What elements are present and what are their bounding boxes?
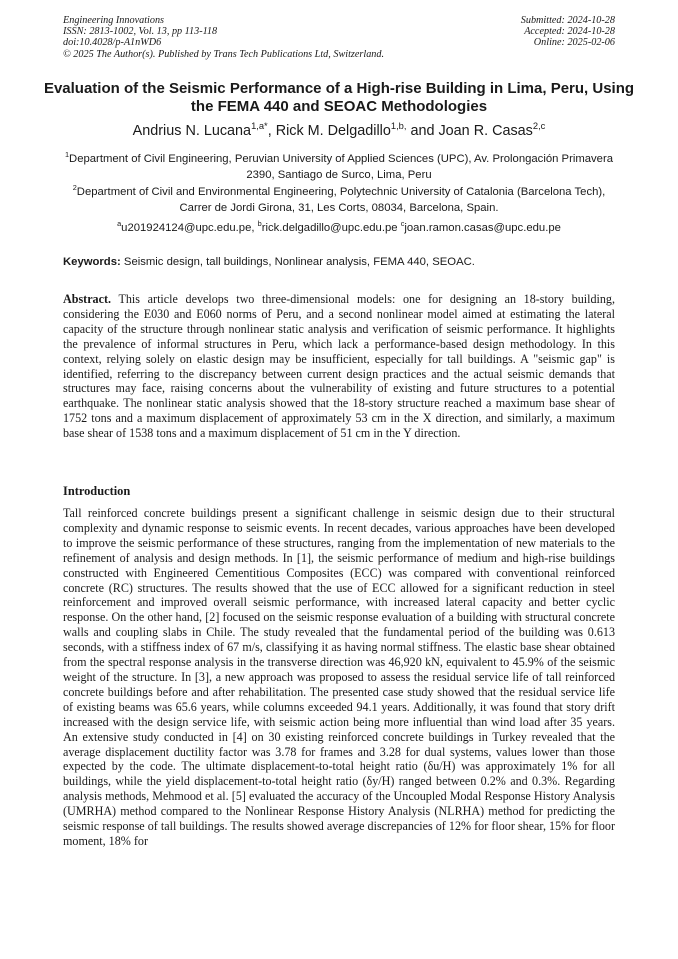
email-address[interactable]: u201924124@upc.edu.pe,	[121, 222, 258, 234]
author-separator: and	[406, 123, 439, 139]
journal-doi[interactable]: doi:10.4028/p-A1nWD6	[63, 37, 162, 49]
email-address[interactable]: joan.ramon.casas@upc.edu.pe	[404, 222, 561, 234]
affiliation-1	[63, 152, 615, 183]
journal-issn: ISSN: 2813-1002, Vol. 13, pp 113-118	[63, 26, 218, 38]
introduction-paragraph: Tall reinforced concrete buildings present a significant challenge in seismic design due to their structural complexity and dynamic response to seismic events. In recent decades, various approaches have been developed to improve the seismic performance of these structures, ranging from the implementation of new materials to the refinement of analysis and design methods. In [1], the seismic performance of medium and high-rise buildings constructed with Engineered Cementitious Composites (ECC) was compared with conventional reinforced concrete (RC) structures. The results showed that the use of ECC allowed for a significant reduction in steel reinforcement and improved overall seismic performance, with increased lateral capacity and better cyclic response. On the other hand, [2] focused on the seismic response evaluation of a building with structural concrete walls and coupling slabs in Chile. The study revealed that the fundamental period of the building was 0.613 seconds, with a stiffness index of 67 m/s, classifying it as having normal stiffness. The elastic base shear obtained from the spectral response analysis in the transverse direction was 46,920 kN, equivalent to 45.9% of the seismic weight of the structure. In [3], a new approach was proposed to assess the residual service life of tall reinforced concrete buildings before and after rehabilitation. The presented case study showed that the residual service life of existing beams was 65.6 years, while columns exceeded 94.1 years. Additionally, it was found that story drift increased with the design service life, with seismic action being more influential than wind load after 35 years. An extensive study conducted in [4] on 30 existing reinforced concrete buildings in Turkey revealed that the average displacement ductility factor was 3.78 for frames and 3.28 for dual systems, values lower than those expected by the code. The ultimate displacement-to-total height ratio (δu/H) was approximately 1% for all buildings, while the yield displacement-to-total height ratio (δy/H) ranged between 0.2% and 0.3%. Regarding analysis methods, Mehmood et al. [5] evaluated the accuracy of the Uncoupled Modal Response History Analysis (UMRHA) method compared to the Nonlinear Response History Analysis (NLRHA) method for predicting the seismic response of tall buildings. The results showed average discrepancies of 12% for floor shear, 15% for floor moment, 18% for	[63, 506, 615, 848]
author-separator: ,	[267, 123, 276, 139]
author-list	[40, 122, 638, 140]
author-name: Joan R. Casas	[438, 123, 533, 139]
affiliation-text: Department of Civil and Environmental Engineering, Polytechnic University of Catalonia (Barcelona Tech), Carrer de Jordi Girona, 31, Les Corts, 08034, Barcelona, Spain.	[76, 186, 606, 214]
email-superscript: b	[257, 219, 262, 229]
author-superscript: 2,c	[532, 121, 546, 132]
email-superscript: c	[400, 219, 405, 229]
journal-info	[63, 15, 463, 60]
author-emails	[40, 221, 638, 236]
abstract-text: This article develops two three-dimensional models: one for designing an 18-story building, considering the E030 and E060 norms of Peru, and a second nonlinear model aimed at estimating the lateral capacity of the structure through nonlinear static analysis and verification of seismic performance. It highlights the prevalence of informal structures in Peru, which lack a performance-based design methodology. In this context, relying solely on elastic design may be insufficient, especially for tall buildings. A "seismic gap" is identified, referring to the discrepancy between current design practices and the actual seismic demands that structures may face, raising concerns about the vulnerability of existing and future structures to a potential earthquake. The nonlinear static analysis showed that the 18-story structure reached a maximum base shear of 1752 tons and a maximum displacement of approximately 53 cm in the X direction, and similarly, a maximum base shear of 1538 tons and a maximum displacement of 51 cm in the Y direction.	[63, 292, 615, 441]
author-superscript: 1,b,	[390, 121, 407, 132]
journal-name: Engineering Innovations	[63, 15, 165, 26]
copyright-notice: © 2025 The Author(s). Published by Trans Tech Publications Ltd, Switzerland.	[63, 48, 385, 60]
affiliation-superscript: 2	[72, 183, 77, 193]
online-date: Online: 2025-02-06	[533, 37, 615, 49]
author-name: Andrius N. Lucana	[132, 123, 252, 139]
author-superscript: 1,a*	[251, 121, 268, 132]
publication-dates	[415, 15, 615, 49]
abstract-label: Abstract.	[63, 292, 112, 306]
keywords-text: Seismic design, tall buildings, Nonlinear analysis, FEMA 440, SEOAC.	[123, 256, 475, 268]
abstract-paragraph	[63, 292, 615, 441]
introduction-heading: Introduction	[63, 484, 131, 498]
accepted-date: Accepted: 2024-10-28	[524, 26, 615, 38]
keywords-label: Keywords:	[63, 256, 121, 268]
submitted-date: Submitted: 2024-10-28	[520, 15, 615, 26]
affiliation-text: Department of Civil Engineering, Peruvian University of Applied Sciences (UPC), Av. Prolongación Primavera 2390, Santiago de Surco, Lima, Peru	[69, 153, 614, 181]
keywords-line	[63, 255, 623, 270]
paper-title: Evaluation of the Seismic Performance of a High-rise Building in Lima, Peru, Using the FEMA 440 and SEOAC Methodologies	[43, 80, 635, 115]
author-name: Rick M. Delgadillo	[275, 123, 391, 139]
email-address[interactable]: rick.delgadillo@upc.edu.pe	[261, 222, 401, 234]
email-superscript: a	[117, 219, 122, 229]
affiliation-2	[63, 185, 615, 216]
affiliation-superscript: 1	[64, 150, 70, 160]
